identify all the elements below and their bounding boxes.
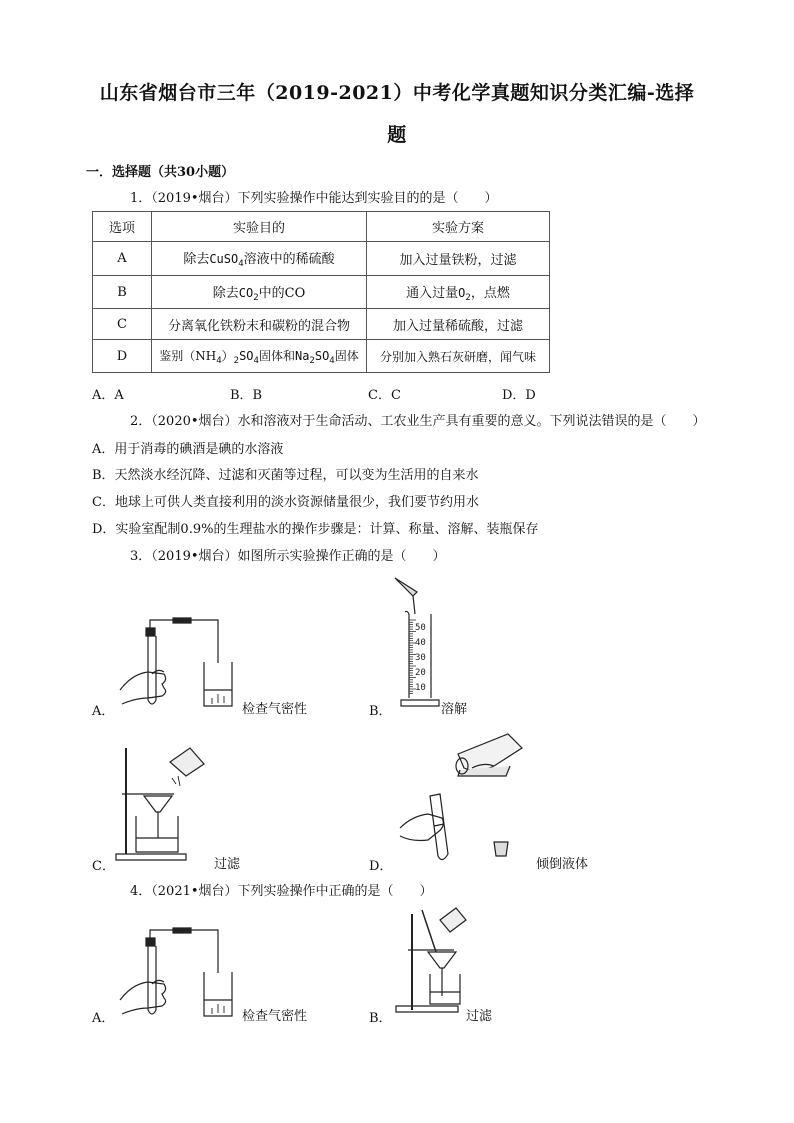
- q1-table-header: [93, 212, 550, 242]
- q3-b-label: 溶解: [441, 702, 468, 717]
- row-goal: 分离氧化铁粉末和碳粉的混合物: [152, 309, 367, 340]
- q3-a-label: 检查气密性: [242, 702, 308, 717]
- header-option: 选项: [93, 212, 152, 242]
- row-plan: 加入过量稀硫酸，过滤: [367, 309, 550, 340]
- q1-stem: 1．（2019•烟台）下列实验操作中能达到实验目的的是（ ）: [130, 191, 498, 206]
- q3-a-letter: A．: [92, 704, 115, 719]
- header-goal: 实验目的: [152, 212, 367, 242]
- cylinder-tick-label: 40: [415, 638, 426, 648]
- pouring-liquid-illustration: [398, 726, 528, 866]
- q3-d-letter: D．: [369, 859, 393, 874]
- row-option: A: [93, 242, 152, 276]
- q3-d-label: 倾倒液体: [536, 857, 589, 872]
- table-row: [93, 309, 550, 340]
- row-plan: 加入过量铁粉，过滤: [367, 242, 550, 276]
- row-plan: 分别加入熟石灰研磨，闻气味: [367, 340, 550, 373]
- q3-b-letter: B．: [369, 704, 392, 719]
- q1-table: [92, 211, 550, 373]
- q2-option-c: C．地球上可供人类直接利用的淡水资源储量很少，我们要节约用水: [92, 495, 479, 510]
- header-plan: 实验方案: [367, 212, 550, 242]
- q1-choice-b: B．B: [230, 388, 263, 403]
- q4-a-letter: A．: [92, 1011, 115, 1026]
- q3-c-label: 过滤: [214, 857, 241, 872]
- table-row: [93, 242, 550, 276]
- measuring-cylinder-illustration: [395, 574, 445, 714]
- document-title-line1: 山东省烟台市三年（2019-2021）中考化学真题知识分类汇编-选择: [99, 82, 695, 104]
- document-title-line2: 题: [387, 124, 407, 146]
- airtightness-check-illustration-q3: [118, 618, 248, 718]
- table-row: [93, 276, 550, 309]
- cylinder-tick-label: 20: [415, 668, 426, 678]
- row-goal: 除去CuSO$_4$溶液中的稀硫酸: [152, 242, 367, 276]
- airtightness-check-illustration-q4: [118, 928, 248, 1028]
- row-option: C: [93, 309, 152, 340]
- cylinder-tick-labels: [415, 623, 426, 693]
- q3-stem: 3．（2019•烟台）如图所示实验操作正确的是（ ）: [130, 549, 446, 564]
- q3-c-letter: C．: [92, 859, 115, 874]
- row-option: B: [93, 276, 152, 309]
- q1-choice-a: A．A: [92, 388, 124, 403]
- q2-option-d: D．实验室配制0.9%的生理盐水的操作步骤是：计算、称量、溶解、装瓶保存: [92, 522, 539, 537]
- row-goal: 鉴别$(NH_4)_2SO_4$固体和$Na_2SO_4$固体: [152, 340, 367, 373]
- q4-a-label: 检查气密性: [242, 1009, 308, 1024]
- q1-choice-c: C．C: [368, 388, 401, 403]
- row-goal: 除去$CO_2$中的CO: [152, 276, 367, 309]
- q2-option-b: B．天然淡水经沉降、过滤和灭菌等过程，可以变为生活用的自来水: [92, 468, 479, 483]
- q4-b-label: 过滤: [466, 1009, 493, 1024]
- q1-choice-d: D．D: [502, 388, 536, 403]
- row-plan: 通入过量$O_2$，点燃: [367, 276, 550, 309]
- q4-b-letter: B．: [369, 1011, 392, 1026]
- cylinder-tick-label: 30: [415, 653, 426, 663]
- q4-stem: 4．（2021•烟台）下列实验操作中正确的是（ ）: [130, 884, 433, 899]
- row-option: D: [93, 340, 152, 373]
- filtration-illustration-q4: [392, 906, 472, 1022]
- q2-option-a: A．用于消毒的碘酒是碘的水溶液: [92, 442, 284, 457]
- cylinder-tick-label: 50: [415, 623, 426, 633]
- filtration-illustration-q3: [114, 742, 210, 862]
- table-row: [93, 340, 550, 373]
- section-heading: 一．选择题（共30小题）: [86, 165, 235, 180]
- q2-stem: 2．（2020•烟台）水和溶液对于生命活动、工农业生产具有重要的意义。下列说法错误的是（ ）: [130, 414, 706, 429]
- cylinder-tick-label: 10: [415, 683, 426, 693]
